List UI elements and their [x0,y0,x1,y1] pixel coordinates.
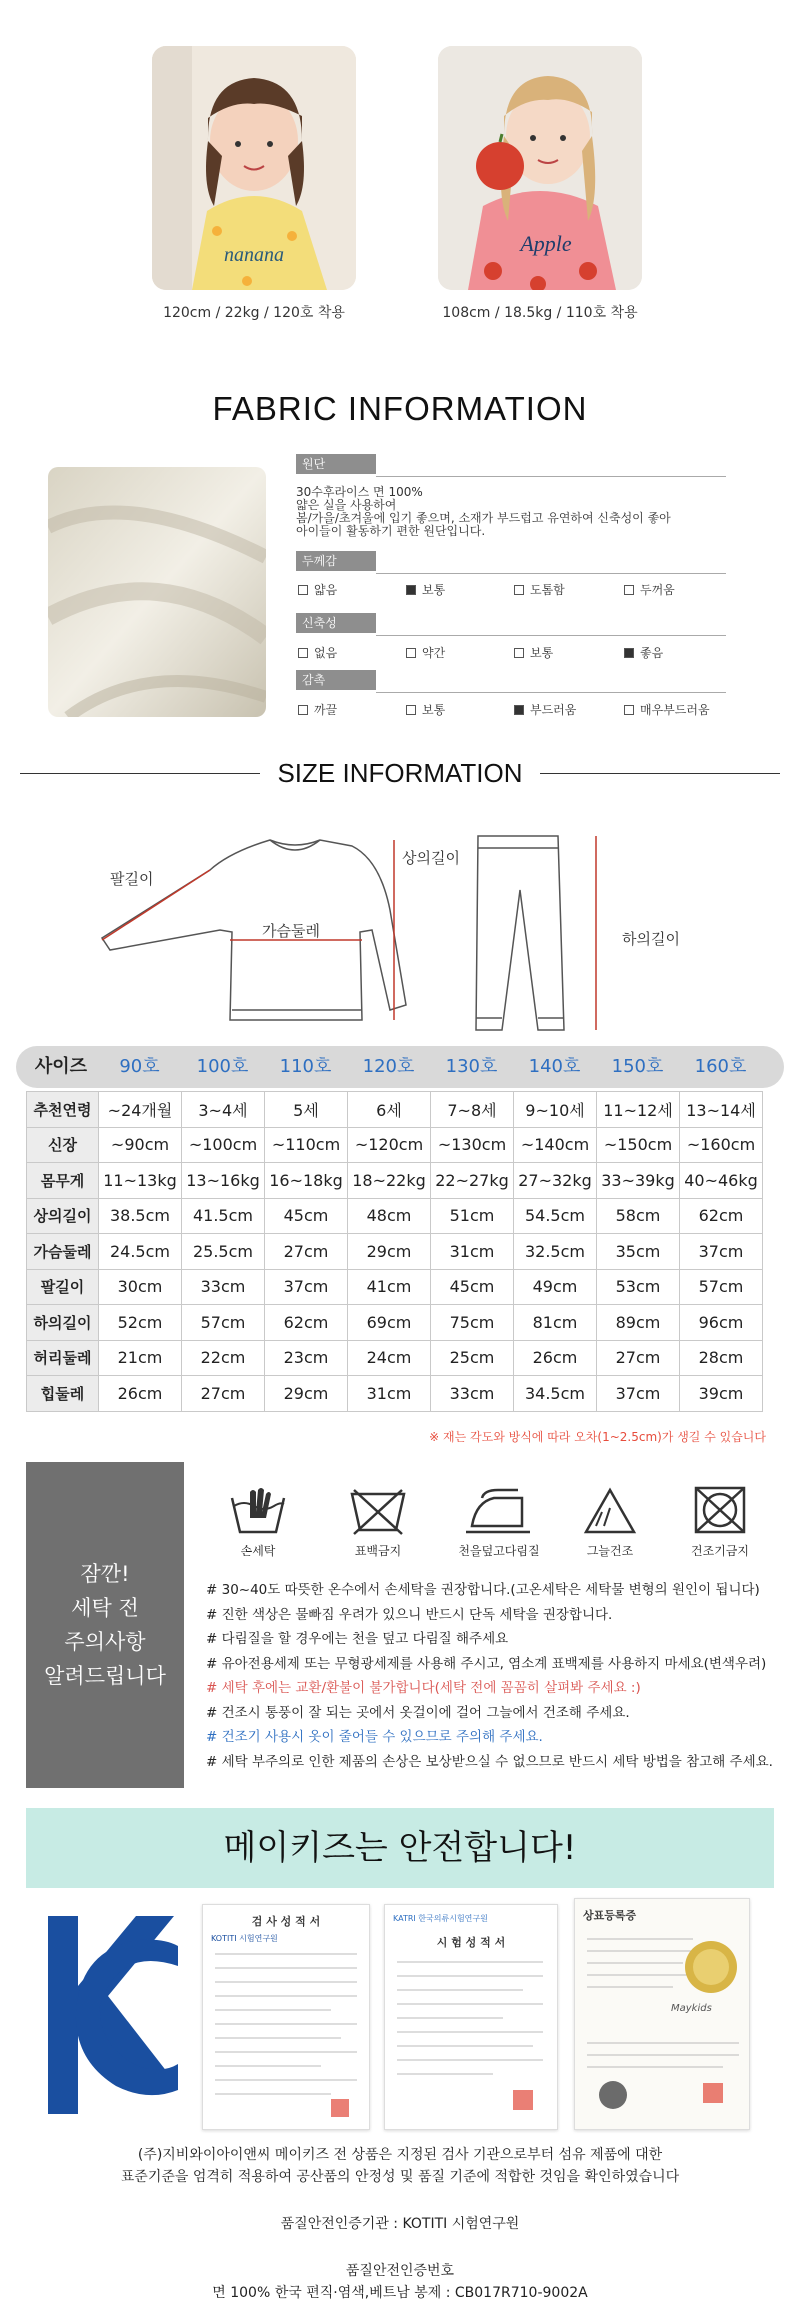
model-photo-2 [438,46,642,290]
size-table-cell: 53cm [597,1269,680,1305]
no-tumble-dry-icon [692,1484,748,1536]
stretch-option-4: 좋음 [624,644,663,661]
size-table-cell: 40~46kg [680,1163,763,1199]
size-table-cell: 11~13kg [99,1163,182,1199]
size-table-cell: 45cm [265,1198,348,1234]
hand-wash-label: 손세탁 [240,1544,276,1558]
size-table-cell: 37cm [265,1269,348,1305]
checkbox-icon [298,705,308,715]
size-table-cell: 31cm [431,1234,514,1270]
certificate-trademark [574,1898,750,2130]
size-table-row [27,1198,763,1234]
chest-label: 가슴둘레 [262,922,320,940]
size-table-row-label: 하의길이 [27,1305,99,1341]
size-table-cell: 62cm [265,1305,348,1341]
certificate-title: 상표등록증 [583,1909,637,1922]
thickness-option-1: 얇음 [298,581,337,598]
size-table-cell: 41cm [348,1269,431,1305]
size-table-cell: 27cm [597,1340,680,1376]
size-table-cell: 57cm [680,1269,763,1305]
maykids-logo: Maykids [671,2003,712,2014]
size-header-cell: 110호 [279,1056,332,1077]
size-table-cell: 23cm [265,1340,348,1376]
size-header-cell: 140호 [528,1056,581,1077]
care-line: # 유아전용세제 또는 무형광세제를 사용해 주시고, 염소계 표백제를 사용하지 마세요(변색우려) [206,1655,767,1672]
size-table-cell: 89cm [597,1305,680,1341]
size-table-cell: 37cm [680,1234,763,1270]
size-table-cell: ~100cm [182,1127,265,1163]
size-table-cell: 52cm [99,1305,182,1341]
model-1-caption: 120cm / 22kg / 120호 착용 [163,305,345,321]
kc-mark-logo [38,1906,184,2124]
size-header-label: 사이즈 [34,1056,88,1077]
size-table-cell: 3~4세 [182,1092,265,1128]
size-table-row [27,1376,763,1412]
arm-length-label: 팔길이 [110,870,154,888]
size-table-cell: 30cm [99,1269,182,1305]
material-line-4: 아이들이 활동하기 편한 원단입니다. [296,524,486,538]
size-table-row-label: 힙둘레 [27,1376,99,1412]
material-divider [376,476,726,477]
care-line-warning: # 세탁 후에는 교환/환불이 불가합니다(세탁 전에 꼼꼼히 살펴봐 주세요 :) [206,1680,641,1696]
size-table-cell: 57cm [182,1305,265,1341]
certificate-body [583,1923,743,2113]
care-line: # 세탁 부주의로 인한 제품의 손상은 보상받으실 수 없으므로 반드시 세탁 방법을 참고해 주세요. [206,1753,773,1770]
size-header-cell: 150호 [611,1056,664,1077]
feel-option-3: 부드러움 [514,701,576,718]
hand-wash-icon [228,1484,288,1536]
size-table-cell: 24.5cm [99,1234,182,1270]
size-table-cell: 11~12세 [597,1092,680,1128]
stretch-header: 신축성 [296,613,376,633]
bottom-length-label: 하의길이 [622,930,680,948]
thickness-option-2: 보통 [406,581,445,598]
size-table-cell: 33~39kg [597,1163,680,1199]
size-table-cell: 96cm [680,1305,763,1341]
size-table-cell: 37cm [597,1376,680,1412]
checkbox-icon [406,705,416,715]
size-table-cell: 7~8세 [431,1092,514,1128]
size-table-cell: 22~27kg [431,1163,514,1199]
size-table-cell: 21cm [99,1340,182,1376]
material-header: 원단 [296,454,376,474]
size-header-cell: 100호 [196,1056,249,1077]
size-table-cell: ~90cm [99,1127,182,1163]
certification-number: 면 100% 한국 편직·염색,베트남 봉제 : CB017R710-9002A [212,2285,588,2301]
size-table-row-label: 신장 [27,1127,99,1163]
size-table-cell: 49cm [514,1269,597,1305]
size-table-cell: ~140cm [514,1127,597,1163]
size-table-row [27,1127,763,1163]
model-1-shirt-text: nanana [224,244,284,266]
feel-header: 감촉 [296,670,376,690]
size-table-cell: ~160cm [680,1127,763,1163]
size-title-rule-left [20,773,260,774]
shade-dry-icon [582,1486,638,1536]
thickness-header: 두께감 [296,551,376,571]
size-table-cell: 24cm [348,1340,431,1376]
checkbox-icon [514,585,524,595]
top-length-label: 상의길이 [402,849,460,867]
size-table-cell: 48cm [348,1198,431,1234]
fabric-title: FABRIC INFORMATION [212,390,588,427]
size-title-rule-right [540,773,780,774]
size-table-row [27,1269,763,1305]
size-table-cell: 69cm [348,1305,431,1341]
stretch-option-2: 약간 [406,644,445,661]
size-table-cell: 54.5cm [514,1198,597,1234]
checkbox-icon [624,705,634,715]
certification-agency: 품질안전인증기관 : KOTITI 시험연구원 [280,2216,520,2232]
size-table-cell: 13~14세 [680,1092,763,1128]
size-table-row [27,1340,763,1376]
feel-divider [376,692,726,693]
feel-option-4: 매우부드러움 [624,701,710,718]
care-instructions [206,1578,773,1774]
size-title: SIZE INFORMATION [277,758,523,788]
size-table-cell: ~110cm [265,1127,348,1163]
size-table-cell: 16~18kg [265,1163,348,1199]
thickness-divider [376,573,726,574]
model-2-caption: 108cm / 18.5kg / 110호 착용 [442,305,638,321]
size-table-cell: 9~10세 [514,1092,597,1128]
checkbox-icon [298,648,308,658]
size-table-cell: 34.5cm [514,1376,597,1412]
size-table-row-label: 가슴둘레 [27,1234,99,1270]
iron-with-cloth-label: 천을덮고다림질 [458,1544,540,1558]
size-table-cell: 31cm [348,1376,431,1412]
safety-footer-line-2: 표준기준을 엄격히 적용하여 공산품의 안정성 및 품질 기준에 적합한 것임을 확인하였습니다 [120,2169,680,2185]
checkbox-icon [624,585,634,595]
care-notice-line: 세탁 전 [71,1596,139,1620]
size-table-row [27,1163,763,1199]
size-table-cell: 81cm [514,1305,597,1341]
size-table-cell: ~24개월 [99,1092,182,1128]
model-photo-1 [152,46,356,290]
size-table-cell: 13~16kg [182,1163,265,1199]
size-table-cell: 33cm [431,1376,514,1412]
feel-option-1: 까끌 [298,701,337,718]
size-table-cell: 39cm [680,1376,763,1412]
size-header-cell: 90호 [119,1056,160,1077]
certificate-title: 검 사 성 적 서 [251,1915,321,1928]
safety-banner: 메이키즈는 안전합니다! [26,1808,774,1888]
no-bleach-icon [348,1486,408,1536]
certificate-body [393,1950,549,2120]
size-table-cell: 75cm [431,1305,514,1341]
iron-with-cloth-icon [464,1486,534,1536]
material-line-1: 30수후라이스 면 100% [296,485,423,499]
stretch-option-3: 보통 [514,644,553,661]
model-2-shirt-text: Apple [520,231,572,256]
no-tumble-dry-label: 건조기금지 [691,1544,749,1558]
size-table-cell: ~150cm [597,1127,680,1163]
size-table-cell: 5세 [265,1092,348,1128]
garment-diagram [90,820,710,1040]
checkbox-icon [406,648,416,658]
size-header-cell: 160호 [694,1056,747,1077]
certificate-kotiti [202,1904,370,2130]
size-table-cell: 35cm [597,1234,680,1270]
size-table-cell: 6세 [348,1092,431,1128]
stretch-divider [376,635,726,636]
feel-option-2: 보통 [406,701,445,718]
size-header-cell: 130호 [445,1056,498,1077]
size-table-cell: 28cm [680,1340,763,1376]
care-line-highlight: # 건조기 사용시 옷이 줄어들 수 있으므로 주의해 주세요. [206,1729,543,1745]
checkbox-checked-icon [406,585,416,595]
care-line: # 다림질을 할 경우에는 천을 덮고 다림질 해주세요 [206,1631,509,1647]
size-table-cell: 25cm [431,1340,514,1376]
size-table-row-label: 추천연령 [27,1092,99,1128]
size-table-note: ※ 재는 각도와 방식에 따라 오차(1~2.5cm)가 생길 수 있습니다 [429,1430,766,1444]
care-notice-box [26,1462,184,1788]
size-table-cell: 26cm [99,1376,182,1412]
size-table-cell: 32.5cm [514,1234,597,1270]
size-table-cell: 27cm [265,1234,348,1270]
size-table-cell: ~120cm [348,1127,431,1163]
care-line: # 건조시 통풍이 잘 되는 곳에서 옷걸이에 걸어 그늘에서 건조해 주세요. [206,1704,630,1721]
size-table-row [27,1305,763,1341]
care-line: # 30~40도 따뜻한 온수에서 손세탁을 권장합니다.(고온세탁은 세탁물 변형의 원인이 됩니다) [206,1582,760,1598]
size-table-cell: 33cm [182,1269,265,1305]
checkbox-checked-icon [624,648,634,658]
shade-dry-label: 그늘건조 [586,1544,634,1558]
checkbox-checked-icon [514,705,524,715]
certification-number-label: 품질안전인증번호 [345,2263,455,2279]
size-table-row-label: 상의길이 [27,1198,99,1234]
thickness-option-4: 두꺼움 [624,581,675,598]
care-notice-line: 잠깐! [80,1562,130,1586]
care-notice-line: 주의사항 [64,1630,146,1654]
size-table-row-label: 팔길이 [27,1269,99,1305]
certificate-org: KATRI 한국의류시험연구원 [393,1914,488,1923]
size-header-cell: 120호 [362,1056,415,1077]
size-table-cell: 18~22kg [348,1163,431,1199]
size-table-row-label: 허리둘레 [27,1340,99,1376]
size-table-row-label: 몸무게 [27,1163,99,1199]
checkbox-icon [298,585,308,595]
fabric-photo [48,467,266,717]
stretch-option-1: 없음 [298,644,337,661]
size-table-cell: 62cm [680,1198,763,1234]
size-table-cell: ~130cm [431,1127,514,1163]
size-table-cell: 29cm [348,1234,431,1270]
no-bleach-label: 표백금지 [354,1544,402,1558]
size-table-cell: 38.5cm [99,1198,182,1234]
size-table-cell: 45cm [431,1269,514,1305]
material-line-2: 얇은 실을 사용하여 [296,498,397,512]
size-table-cell: 22cm [182,1340,265,1376]
certificate-katri [384,1904,558,2130]
certificate-body [211,1944,361,2124]
safety-footer-line-1: (주)지비와이아이앤씨 메이키즈 전 상품은 지정된 검사 기관으로부터 섬유 제품에 대한 [137,2147,663,2163]
size-table-cell: 25.5cm [182,1234,265,1270]
checkbox-icon [514,648,524,658]
size-table-cell: 29cm [265,1376,348,1412]
certificate-title: 시 험 성 적 서 [436,1936,506,1949]
care-notice-line: 알려드립니다 [44,1664,166,1688]
material-line-3: 봄/가을/초겨울에 입기 좋으며, 소재가 부드럽고 유연하여 신축성이 좋아 [296,511,671,525]
size-table-cell: 27~32kg [514,1163,597,1199]
size-table-row [27,1234,763,1270]
size-table [26,1091,763,1412]
size-table-cell: 26cm [514,1340,597,1376]
size-table-cell: 51cm [431,1198,514,1234]
size-table-cell: 41.5cm [182,1198,265,1234]
size-table-cell: 58cm [597,1198,680,1234]
thickness-option-3: 도톰함 [514,581,565,598]
size-table-row [27,1092,763,1128]
certificate-org: KOTITI 시험연구원 [211,1934,278,1943]
size-table-cell: 27cm [182,1376,265,1412]
care-line: # 진한 색상은 물빠짐 우려가 있으니 반드시 단독 세탁을 권장합니다. [206,1606,613,1623]
